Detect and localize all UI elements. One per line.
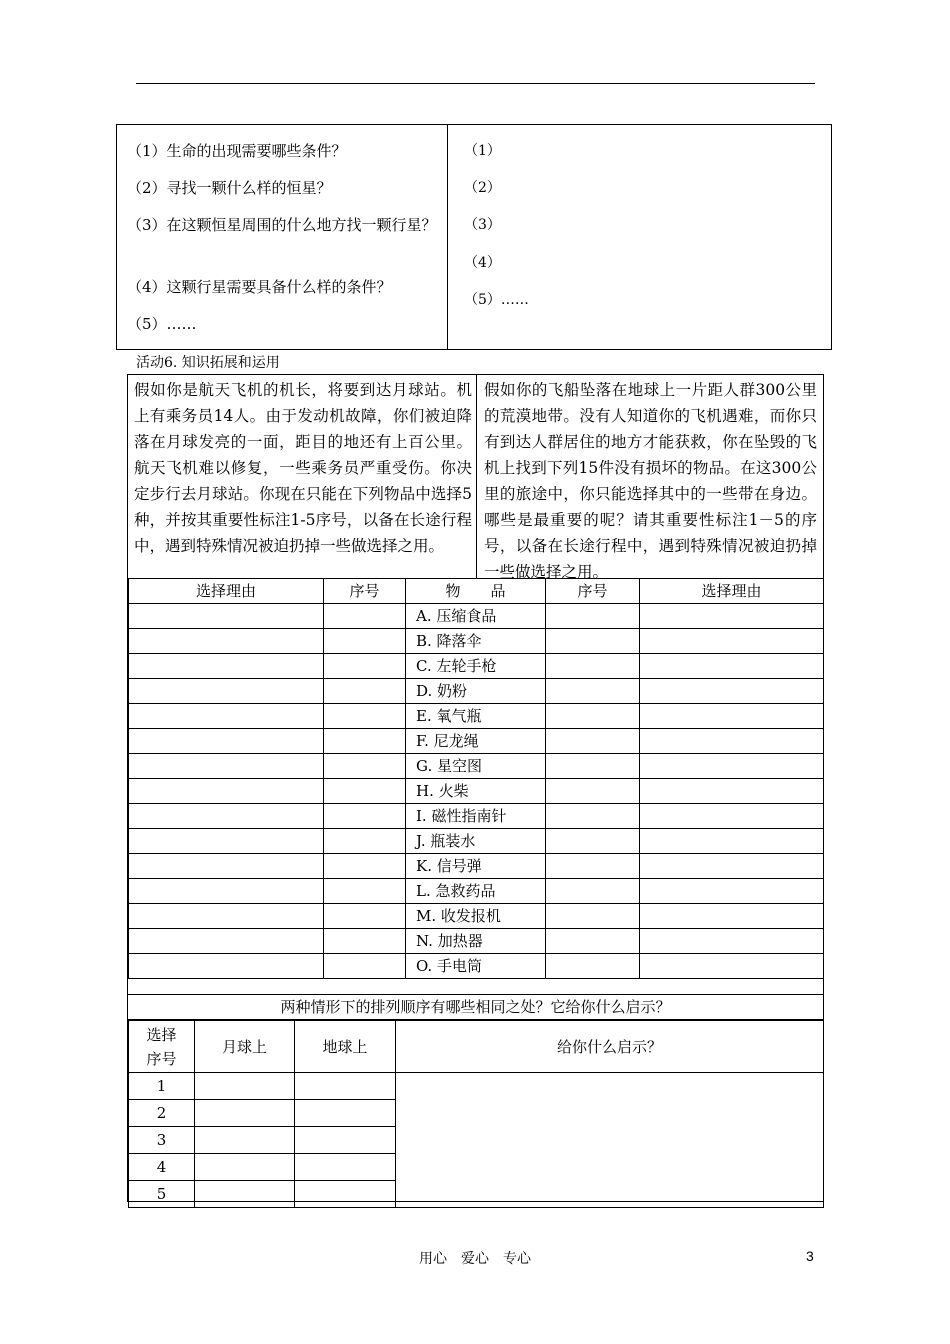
header-seq-right: 序号 bbox=[546, 579, 640, 604]
table-row bbox=[129, 679, 824, 704]
table-row bbox=[129, 829, 824, 854]
scenario-earth: 假如你的飞船坠落在地球上一片距人群300公里的荒漠地带。没有人知道你的飞机遇难，而你只有到达人群居住的地方才能获救，你在坠毁的飞机上找到下列15件没有损坏的物品。在这300公里的旅途中，你只能选择其中的一些带在身边。哪些是最重要的呢？请其重要性标注1－5的序号，以备在长途行程中，遇到特殊情况被迫扔掉一些做选择之用。 bbox=[484, 381, 817, 581]
moon-reason-cell[interactable] bbox=[129, 629, 324, 654]
insight-answer-area[interactable] bbox=[396, 1073, 824, 1208]
moon-seq-cell[interactable] bbox=[324, 604, 406, 629]
earth-seq-cell[interactable] bbox=[546, 629, 640, 654]
earth-reason-cell[interactable] bbox=[640, 904, 824, 929]
earth-reason-cell[interactable] bbox=[640, 929, 824, 954]
moon-rank-cell[interactable] bbox=[195, 1127, 295, 1154]
moon-reason-cell[interactable] bbox=[129, 929, 324, 954]
header-reason-right: 选择理由 bbox=[640, 579, 824, 604]
earth-seq-cell[interactable] bbox=[546, 954, 640, 979]
question-item: （1）生命的出现需要哪些条件？ bbox=[127, 142, 347, 160]
scenario-moon: 假如你是航天飞机的机长，将要到达月球站。机上有乘务员14人。由于发动机故障，你们被迫降落在月球发亮的一面，距目的地还有上百公里。航天飞机难以修复，一些乘务员严重受伤。你决定步行去月球站。你现在只能在下列物品中选择5种，并按其重要性标注1-5序号，以备在长途行程中，遇到特殊情况被迫扔掉一些做选择之用。 bbox=[128, 375, 477, 578]
item-name: L. 急救药品 bbox=[406, 879, 546, 904]
earth-seq-cell[interactable] bbox=[546, 729, 640, 754]
earth-seq-cell[interactable] bbox=[546, 779, 640, 804]
moon-seq-cell[interactable] bbox=[324, 679, 406, 704]
earth-seq-cell[interactable] bbox=[546, 754, 640, 779]
earth-seq-cell[interactable] bbox=[546, 904, 640, 929]
table-row bbox=[129, 654, 824, 679]
moon-seq-cell[interactable] bbox=[324, 729, 406, 754]
header-rule bbox=[136, 83, 815, 84]
moon-seq-cell[interactable] bbox=[324, 954, 406, 979]
moon-reason-cell[interactable] bbox=[129, 954, 324, 979]
moon-seq-cell[interactable] bbox=[324, 804, 406, 829]
item-name: A. 压缩食品 bbox=[406, 604, 546, 629]
item-name: B. 降落伞 bbox=[406, 629, 546, 654]
moon-reason-cell[interactable] bbox=[129, 604, 324, 629]
questions-box bbox=[116, 124, 832, 350]
moon-seq-cell[interactable] bbox=[324, 929, 406, 954]
answer-slot[interactable]: （5）…… bbox=[464, 292, 529, 308]
table-row bbox=[129, 804, 824, 829]
table-row bbox=[129, 904, 824, 929]
header-seq-left: 序号 bbox=[324, 579, 406, 604]
item-name: C. 左轮手枪 bbox=[406, 654, 546, 679]
activity-title: 活动6. 知识拓展和运用 bbox=[136, 355, 280, 371]
questions-column bbox=[117, 125, 448, 349]
moon-rank-cell[interactable] bbox=[195, 1181, 295, 1208]
question-item: （4）这颗行星需要具备什么样的条件？ bbox=[127, 278, 392, 296]
earth-seq-cell[interactable] bbox=[546, 929, 640, 954]
table-row bbox=[129, 854, 824, 879]
rank-number: 1 bbox=[129, 1073, 195, 1100]
earth-reason-cell[interactable] bbox=[640, 729, 824, 754]
moon-seq-cell[interactable] bbox=[324, 629, 406, 654]
earth-seq-cell[interactable] bbox=[546, 854, 640, 879]
item-name: M. 收发报机 bbox=[406, 904, 546, 929]
question-item: （2）寻找一颗什么样的恒星？ bbox=[127, 179, 332, 197]
moon-reason-cell[interactable] bbox=[129, 729, 324, 754]
earth-reason-cell[interactable] bbox=[640, 679, 824, 704]
earth-seq-cell[interactable] bbox=[546, 604, 640, 629]
table-row bbox=[129, 779, 824, 804]
header-insight: 给你什么启示？ bbox=[396, 1021, 824, 1073]
item-name: G. 星空图 bbox=[406, 754, 546, 779]
ranking-header bbox=[129, 1021, 824, 1073]
moon-seq-cell[interactable] bbox=[324, 654, 406, 679]
page-number: 3 bbox=[806, 1248, 814, 1264]
earth-seq-cell[interactable] bbox=[546, 804, 640, 829]
moon-rank-cell[interactable] bbox=[195, 1100, 295, 1127]
earth-reason-cell[interactable] bbox=[640, 629, 824, 654]
moon-seq-cell[interactable] bbox=[324, 829, 406, 854]
table-row bbox=[129, 879, 824, 904]
moon-seq-cell[interactable] bbox=[324, 779, 406, 804]
question-item: （3）在这颗恒星周围的什么地方找一颗行星？ bbox=[127, 216, 437, 234]
table-row bbox=[129, 704, 824, 729]
rank-number: 2 bbox=[129, 1100, 195, 1127]
item-name: E. 氧气瓶 bbox=[406, 704, 546, 729]
moon-reason-cell[interactable] bbox=[129, 829, 324, 854]
earth-reason-cell[interactable] bbox=[640, 704, 824, 729]
earth-reason-cell[interactable] bbox=[640, 854, 824, 879]
rank-number: 4 bbox=[129, 1154, 195, 1181]
table-row bbox=[129, 954, 824, 979]
answer-slot[interactable]: （2） bbox=[464, 180, 501, 196]
header-item: 物 品 bbox=[406, 579, 546, 604]
header-select-seq: 选择序号 bbox=[129, 1021, 195, 1073]
rank-number: 5 bbox=[129, 1181, 195, 1208]
earth-rank-cell[interactable] bbox=[295, 1181, 396, 1208]
answer-slot[interactable]: （3） bbox=[464, 217, 501, 233]
item-name: O. 手电筒 bbox=[406, 954, 546, 979]
item-name: N. 加热器 bbox=[406, 929, 546, 954]
moon-seq-cell[interactable] bbox=[324, 704, 406, 729]
earth-seq-cell[interactable] bbox=[546, 654, 640, 679]
earth-seq-cell[interactable] bbox=[546, 829, 640, 854]
moon-reason-cell[interactable] bbox=[129, 754, 324, 779]
answer-slot[interactable]: （4） bbox=[464, 255, 501, 271]
answer-slot[interactable]: （1） bbox=[464, 143, 501, 159]
moon-reason-cell[interactable] bbox=[129, 704, 324, 729]
item-name: D. 奶粉 bbox=[406, 679, 546, 704]
item-name: K. 信号弹 bbox=[406, 854, 546, 879]
table-row bbox=[129, 629, 824, 654]
earth-reason-cell[interactable] bbox=[640, 879, 824, 904]
item-name: J. 瓶装水 bbox=[406, 829, 546, 854]
item-name: I. 磁性指南针 bbox=[406, 804, 546, 829]
earth-rank-cell[interactable] bbox=[295, 1154, 396, 1181]
earth-reason-cell[interactable] bbox=[640, 779, 824, 804]
earth-rank-cell[interactable] bbox=[295, 1100, 396, 1127]
header-moon: 月球上 bbox=[195, 1021, 295, 1073]
moon-reason-cell[interactable] bbox=[129, 904, 324, 929]
table-row bbox=[129, 604, 824, 629]
moon-rank-cell[interactable] bbox=[195, 1154, 295, 1181]
comparison-question: 两种情形下的排列顺序有哪些相同之处？它给你什么启示？ bbox=[128, 994, 823, 1020]
earth-seq-cell[interactable] bbox=[546, 679, 640, 704]
rank-number: 3 bbox=[129, 1127, 195, 1154]
moon-rank-cell[interactable] bbox=[195, 1073, 295, 1100]
answers-column bbox=[448, 125, 831, 349]
earth-seq-cell[interactable] bbox=[546, 879, 640, 904]
moon-reason-cell[interactable] bbox=[129, 804, 324, 829]
activity-table bbox=[127, 374, 824, 1202]
table-row bbox=[129, 1073, 824, 1100]
moon-reason-cell[interactable] bbox=[129, 654, 324, 679]
footer-motto: 用心 爱心 专心 bbox=[419, 1251, 531, 1267]
moon-seq-cell[interactable] bbox=[324, 879, 406, 904]
earth-reason-cell[interactable] bbox=[640, 604, 824, 629]
moon-reason-cell[interactable] bbox=[129, 779, 324, 804]
earth-rank-cell[interactable] bbox=[295, 1073, 396, 1100]
moon-seq-cell[interactable] bbox=[324, 904, 406, 929]
table-row bbox=[129, 754, 824, 779]
earth-rank-cell[interactable] bbox=[295, 1127, 396, 1154]
moon-seq-cell[interactable] bbox=[324, 754, 406, 779]
question-item: （5）…… bbox=[127, 315, 197, 333]
ranking-table bbox=[128, 1020, 824, 1208]
items-table bbox=[128, 578, 824, 979]
earth-reason-cell[interactable] bbox=[640, 654, 824, 679]
earth-seq-cell[interactable] bbox=[546, 704, 640, 729]
header-reason-left: 选择理由 bbox=[129, 579, 324, 604]
table-row bbox=[129, 929, 824, 954]
item-name: F. 尼龙绳 bbox=[406, 729, 546, 754]
item-name: H. 火柴 bbox=[406, 779, 546, 804]
items-table-header bbox=[129, 579, 824, 604]
earth-reason-cell[interactable] bbox=[640, 804, 824, 829]
moon-seq-cell[interactable] bbox=[324, 854, 406, 879]
earth-reason-cell[interactable] bbox=[640, 829, 824, 854]
moon-reason-cell[interactable] bbox=[129, 854, 324, 879]
moon-reason-cell[interactable] bbox=[129, 679, 324, 704]
earth-reason-cell[interactable] bbox=[640, 754, 824, 779]
moon-reason-cell[interactable] bbox=[129, 879, 324, 904]
header-earth: 地球上 bbox=[295, 1021, 396, 1073]
earth-reason-cell[interactable] bbox=[640, 954, 824, 979]
table-row bbox=[129, 729, 824, 754]
